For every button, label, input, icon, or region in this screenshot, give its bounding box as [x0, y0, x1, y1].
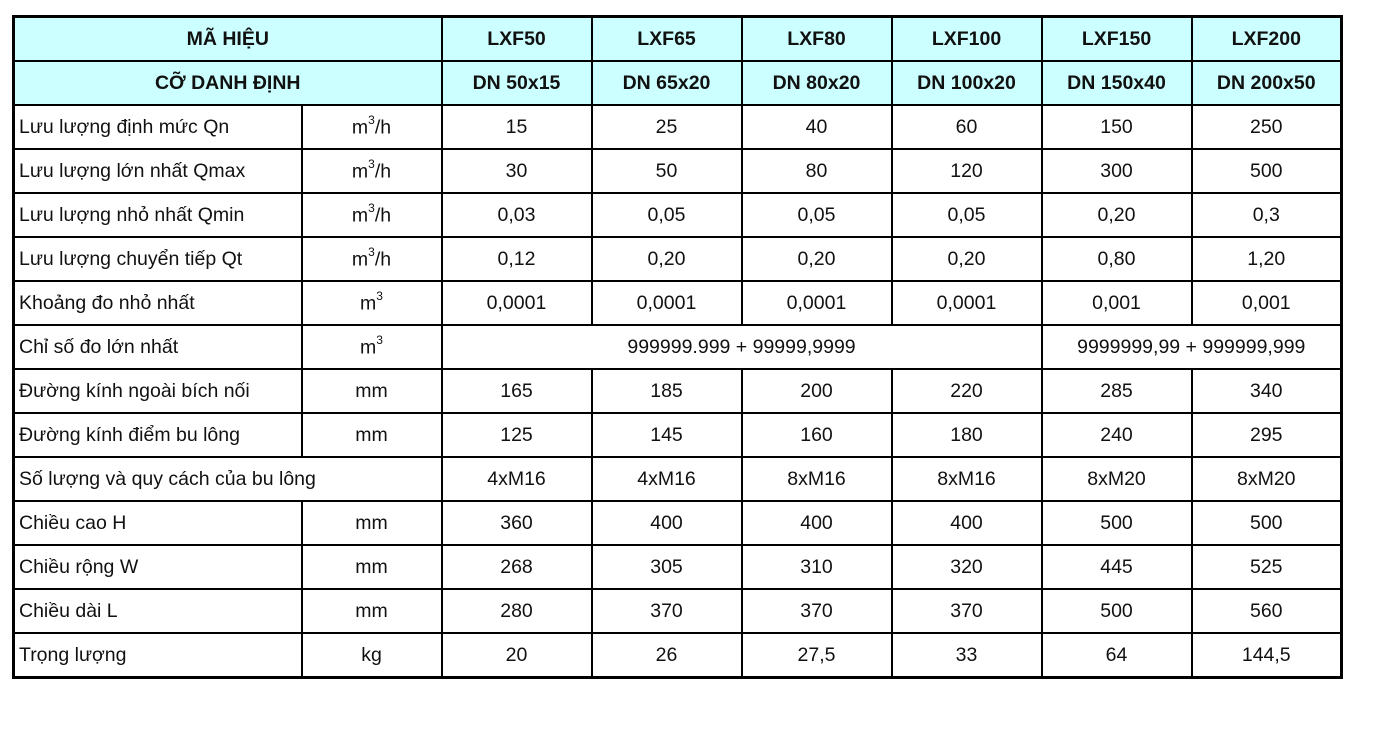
value-cell: 200	[742, 369, 892, 413]
unit-cell: $m^3/h$	[302, 193, 442, 237]
value-cell: 4xM16	[592, 457, 742, 501]
value-cell: 500	[1192, 149, 1342, 193]
value-cell: 285	[1042, 369, 1192, 413]
value-cell: 525	[1192, 545, 1342, 589]
value-cell: 0,20	[592, 237, 742, 281]
value-cell: 280	[442, 589, 592, 633]
value-cell: 150	[1042, 105, 1192, 149]
unit-cell: mm	[302, 501, 442, 545]
parameter-name: Chiều rộng W	[14, 545, 302, 589]
value-cell: 180	[892, 413, 1042, 457]
value-cell: 64	[1042, 633, 1192, 678]
value-cell: 160	[742, 413, 892, 457]
value-cell: 360	[442, 501, 592, 545]
table-row	[14, 589, 1342, 633]
value-cell: 250	[1192, 105, 1342, 149]
size-header-label: CỠ DANH ĐỊNH	[14, 61, 442, 105]
value-cell: 8xM16	[742, 457, 892, 501]
value-cell: 0,20	[892, 237, 1042, 281]
value-cell: 80	[742, 149, 892, 193]
size-cell: DN 100x20	[892, 61, 1042, 105]
value-cell: 1,20	[1192, 237, 1342, 281]
parameter-name: Trọng lượng	[14, 633, 302, 678]
model-cell: LXF200	[1192, 17, 1342, 62]
value-cell: 500	[1042, 589, 1192, 633]
parameter-name: Chỉ số đo lớn nhất	[14, 325, 302, 369]
unit-cell: $m^3/h$	[302, 237, 442, 281]
value-cell: 0,0001	[892, 281, 1042, 325]
unit-cell: $m^3$	[302, 325, 442, 369]
value-cell: 400	[892, 501, 1042, 545]
value-cell: 0,03	[442, 193, 592, 237]
value-cell: 4xM16	[442, 457, 592, 501]
parameter-name: Lưu lượng định mức Qn	[14, 105, 302, 149]
header-row-model	[14, 17, 1342, 62]
value-cell: 8xM16	[892, 457, 1042, 501]
table-row	[14, 413, 1342, 457]
model-cell: LXF50	[442, 17, 592, 62]
value-cell: 0,05	[742, 193, 892, 237]
value-cell: 40	[742, 105, 892, 149]
unit-cell: $m^3$	[302, 281, 442, 325]
model-cell: LXF150	[1042, 17, 1192, 62]
model-cell: LXF80	[742, 17, 892, 62]
parameter-name: Đường kính ngoài bích nối	[14, 369, 302, 413]
size-cell: DN 50x15	[442, 61, 592, 105]
table-row	[14, 105, 1342, 149]
size-cell: DN 65x20	[592, 61, 742, 105]
size-cell: DN 150x40	[1042, 61, 1192, 105]
value-cell: 370	[742, 589, 892, 633]
table-row	[14, 501, 1342, 545]
value-cell: 400	[592, 501, 742, 545]
value-cell: 125	[442, 413, 592, 457]
model-cell: LXF65	[592, 17, 742, 62]
value-cell: 0,3	[1192, 193, 1342, 237]
table-row	[14, 237, 1342, 281]
table-row	[14, 325, 1342, 369]
value-cell: 370	[592, 589, 742, 633]
table-row	[14, 369, 1342, 413]
size-cell: DN 80x20	[742, 61, 892, 105]
value-cell: 30	[442, 149, 592, 193]
value-cell: 240	[1042, 413, 1192, 457]
table-row	[14, 545, 1342, 589]
value-cell: 500	[1042, 501, 1192, 545]
value-cell: 220	[892, 369, 1042, 413]
table-row	[14, 457, 1342, 501]
value-cell: 33	[892, 633, 1042, 678]
value-cell: 300	[1042, 149, 1192, 193]
value-cell: 0,001	[1192, 281, 1342, 325]
value-cell: 295	[1192, 413, 1342, 457]
value-cell: 120	[892, 149, 1042, 193]
value-cell: 370	[892, 589, 1042, 633]
value-cell: 0,0001	[442, 281, 592, 325]
unit-cell: mm	[302, 413, 442, 457]
value-cell: 0,0001	[592, 281, 742, 325]
value-cell: 0,05	[592, 193, 742, 237]
header-row-size	[14, 61, 1342, 105]
value-cell: 500	[1192, 501, 1342, 545]
value-cell: 20	[442, 633, 592, 678]
value-cell: 305	[592, 545, 742, 589]
value-cell: 185	[592, 369, 742, 413]
value-cell: 560	[1192, 589, 1342, 633]
model-header-label: MÃ HIỆU	[14, 17, 442, 62]
value-cell: 340	[1192, 369, 1342, 413]
parameter-name: Lưu lượng chuyển tiếp Qt	[14, 237, 302, 281]
model-cell: LXF100	[892, 17, 1042, 62]
value-cell: 320	[892, 545, 1042, 589]
unit-cell: mm	[302, 545, 442, 589]
parameter-name: Số lượng và quy cách của bu lông	[14, 457, 442, 501]
value-cell: 165	[442, 369, 592, 413]
value-cell: 15	[442, 105, 592, 149]
unit-cell: $m^3/h$	[302, 149, 442, 193]
unit-cell: mm	[302, 369, 442, 413]
value-cell: 0,20	[1042, 193, 1192, 237]
unit-cell: kg	[302, 633, 442, 678]
parameter-name: Chiều cao H	[14, 501, 302, 545]
value-cell: 310	[742, 545, 892, 589]
value-cell: 268	[442, 545, 592, 589]
value-cell: 0,80	[1042, 237, 1192, 281]
value-cell: 400	[742, 501, 892, 545]
parameter-name: Lưu lượng lớn nhất Qmax	[14, 149, 302, 193]
value-cell: 0,20	[742, 237, 892, 281]
parameter-name: Khoảng đo nhỏ nhất	[14, 281, 302, 325]
value-cell: 0,05	[892, 193, 1042, 237]
value-cell: 60	[892, 105, 1042, 149]
table-row	[14, 281, 1342, 325]
table-row	[14, 633, 1342, 678]
merged-value-cell: 999999.999 + 99999,9999	[442, 325, 1042, 369]
parameter-name: Lưu lượng nhỏ nhất Qmin	[14, 193, 302, 237]
value-cell: 145	[592, 413, 742, 457]
value-cell: 8xM20	[1042, 457, 1192, 501]
parameter-name: Đường kính điểm bu lông	[14, 413, 302, 457]
size-cell: DN 200x50	[1192, 61, 1342, 105]
value-cell: 50	[592, 149, 742, 193]
value-cell: 25	[592, 105, 742, 149]
value-cell: 8xM20	[1192, 457, 1342, 501]
merged-value-cell: 9999999,99 + 999999,999	[1042, 325, 1342, 369]
value-cell: 26	[592, 633, 742, 678]
spec-table	[12, 15, 1343, 679]
value-cell: 144,5	[1192, 633, 1342, 678]
value-cell: 0,0001	[742, 281, 892, 325]
parameter-name: Chiều dài L	[14, 589, 302, 633]
table-row	[14, 193, 1342, 237]
value-cell: 445	[1042, 545, 1192, 589]
unit-cell: $m^3/h$	[302, 105, 442, 149]
unit-cell: mm	[302, 589, 442, 633]
table-row	[14, 149, 1342, 193]
value-cell: 27,5	[742, 633, 892, 678]
value-cell: 0,001	[1042, 281, 1192, 325]
value-cell: 0,12	[442, 237, 592, 281]
